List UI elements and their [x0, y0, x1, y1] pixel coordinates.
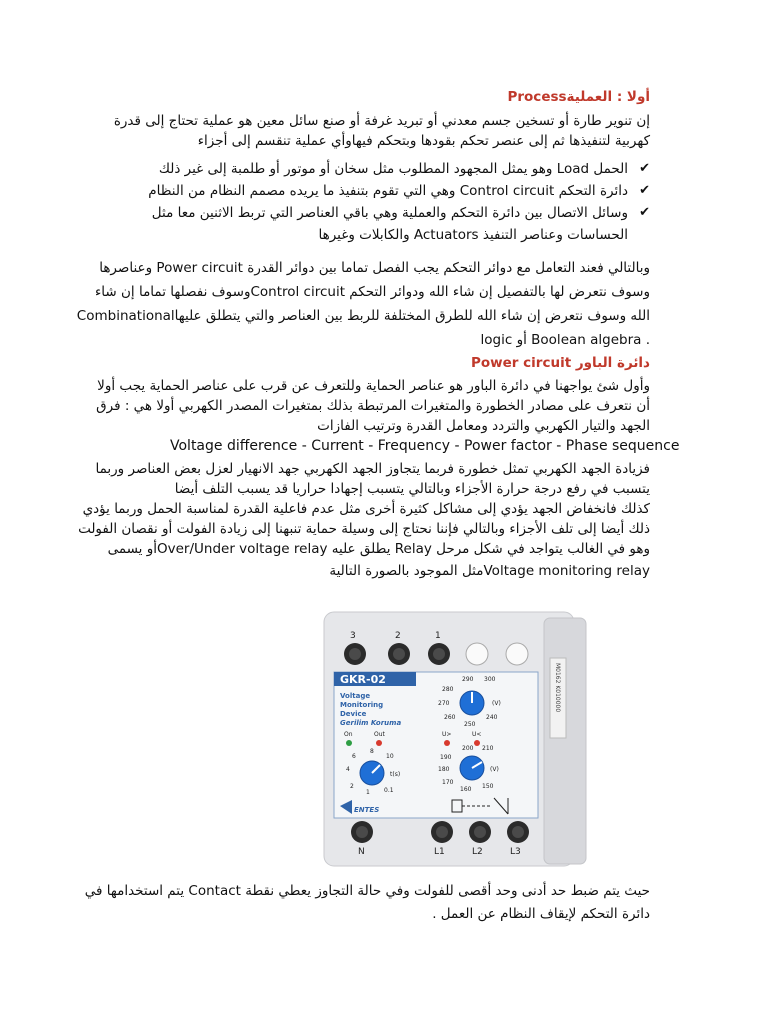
svg-text:190: 190: [440, 754, 452, 761]
device-desc: Voltage: [340, 692, 371, 700]
checkmark-icon: ✔: [639, 183, 650, 198]
voltage-monitoring-relay-photo: [322, 608, 588, 870]
svg-text:10: 10: [386, 753, 394, 760]
list-item-text: الحساسات وعناصر التنفيذ Actuators والكابلات وغيرها: [318, 227, 628, 243]
terminal-label: L2: [472, 847, 483, 857]
svg-text:210: 210: [482, 745, 494, 752]
model-label: GKR-02: [340, 673, 386, 686]
terminal-label: 1: [435, 631, 441, 641]
paragraph-line: وبالتالي فعند التعامل مع دوائر التحكم يجب الفصل تماما بين دوائر القدرة Power circuit وعناصرها: [99, 260, 650, 276]
variables-line: Voltage difference - Current - Frequency - Power factor - Phase sequence: [170, 438, 680, 454]
led-label: U>: [442, 731, 452, 738]
led-label: Out: [374, 731, 385, 738]
svg-text:290: 290: [462, 676, 474, 683]
list-item-text: دائرة التحكم Control circuit وهي التي تقوم بتنفيذ ما يريده مصمم النظام من النظام: [148, 183, 628, 199]
led-out-icon: [376, 740, 382, 746]
list-item: [110, 180, 650, 202]
intro-line: إن تنوير طارة أو تسخين جسم معدني أو تبريد غرفة أو صنع سائل معين هو عملية تحتاج إلى قدرة: [113, 113, 650, 129]
list-item: [110, 158, 650, 180]
svg-text:0.1: 0.1: [384, 787, 394, 794]
svg-text:8: 8: [370, 748, 374, 755]
list-item-text: وسائل الاتصال بين دائرة التحكم والعملية وهي باقي العناصر التي تربط الاثنين معا مثل: [151, 205, 628, 221]
list-item: [110, 202, 650, 246]
paragraph-line: كذلك فانخفاض الجهد يؤدي إلى مشاكل كثيرة أخرى مثل عدم فاعلية القدرة لمناسبة الحمل وربما يؤدي: [82, 501, 650, 517]
svg-text:250: 250: [464, 721, 476, 728]
paragraph-line: ذلك أيضا إلى تلف الأجزاء وبالتالي فإننا نحتاج إلى وسيلة حماية تنبهنا إلى زيادة الفولت أو نقصان الفولت: [78, 521, 650, 537]
terminal-label: N: [358, 847, 365, 857]
led-label: On: [344, 731, 353, 738]
paragraph-line: حيث يتم ضبط حد أدنى وحد أقصى للفولت وفي حالة التجاوز يعطي نقطة Contact يتم استخدامها في: [84, 883, 650, 899]
checkmark-icon: ✔: [639, 205, 650, 220]
device-desc: Monitoring: [340, 701, 384, 709]
process-parts-list: [110, 158, 650, 246]
svg-text:200: 200: [462, 745, 474, 752]
svg-text:1: 1: [366, 789, 370, 796]
paragraph-line: دائرة التحكم لإيقاف النظام عن العمل .: [432, 906, 650, 922]
heading-process: أولا : العمليةProcess: [507, 89, 650, 105]
paragraph-line: فزيادة الجهد الكهربي تمثل خطورة فربما يتجاوز الجهد الكهربي جهد الانهيار لعزل بعض العناصر وربما: [95, 461, 650, 477]
svg-text:270: 270: [438, 700, 450, 707]
paragraph-line: . Boolean algebra أو logic: [480, 332, 650, 348]
paragraph-line: وسوف نتعرض لها بالتفصيل إن شاء الله ودوائر التحكم Control circuitوسوف نفصلها تماما إن شاء: [94, 284, 650, 300]
svg-text:240: 240: [486, 714, 498, 721]
svg-text:2: 2: [350, 783, 354, 790]
checkmark-icon: ✔: [639, 161, 650, 176]
svg-text:160: 160: [460, 786, 472, 793]
svg-text:(V): (V): [492, 700, 501, 707]
device-subtitle: Gerilim Koruma: [340, 719, 402, 727]
svg-text:150: 150: [482, 783, 494, 790]
svg-text:6: 6: [352, 753, 356, 760]
svg-text:280: 280: [442, 686, 454, 693]
terminal-label: 2: [395, 631, 401, 641]
led-label: U<: [472, 731, 482, 738]
svg-text:(V): (V): [490, 766, 499, 773]
svg-text:260: 260: [444, 714, 456, 721]
led-over-icon: [444, 740, 450, 746]
terminal-label: L1: [434, 847, 445, 857]
svg-text:180: 180: [438, 766, 450, 773]
list-item-text: الحمل Load وهو يمثل المجهود المطلوب مثل سخان أو موتور أو طلمبة إلى غير ذلك: [158, 161, 628, 177]
paragraph-line: وهو في الغالب يتواجد في شكل مرحل Relay يطلق عليه Over/Under voltage relayأو يسمى: [107, 541, 650, 557]
led-on-icon: [346, 740, 352, 746]
paragraph-line: وأول شئ يواجهنا في دائرة الباور هو عناصر الحماية وللتعرف عن قرب على عناصر الحماية يجب أولا: [97, 378, 650, 394]
paragraph-line: يتسبب في رفع درجة حرارة الأجزاء وبالتالي يتسبب إجهادا حراريا قد يسبب التلف أيضا: [174, 481, 650, 497]
svg-text:ENTES: ENTES: [354, 806, 380, 814]
side-label: M0162 K010000: [554, 663, 561, 713]
svg-text:t(s): t(s): [390, 771, 401, 778]
paragraph-line: الله وسوف نتعرض إن شاء الله للطرق المختلفة للربط بين العناصر والتي يتطلق عليهاCombinational: [76, 308, 650, 324]
led-under-icon: [474, 740, 480, 746]
svg-text:300: 300: [484, 676, 496, 683]
paragraph-line: Voltage monitoring relayمثل الموجود بالصورة التالية: [329, 563, 650, 579]
intro-line: كهربية لتنفيذها ثم إلى عنصر تحكم بقودها وبتحكم فيهاوأي عملية تنقسم إلى أجزاء: [197, 133, 650, 149]
heading-power-circuit: دائرة الباور Power circuit: [471, 355, 650, 371]
svg-text:4: 4: [346, 766, 350, 773]
svg-text:170: 170: [442, 779, 454, 786]
paragraph-line: الجهد والتيار الكهربي والتردد ومعامل القدرة وترتيب الفازات: [317, 418, 650, 434]
device-desc: Device: [340, 710, 367, 718]
paragraph-line: أن نتعرف على مصادر الخطورة والمتغيرات المرتبطة بذلك بمتغيرات المصدر الكهربي أولا هي : فرق: [96, 398, 650, 414]
terminal-label: 3: [350, 631, 356, 641]
terminal-label: L3: [510, 847, 521, 857]
